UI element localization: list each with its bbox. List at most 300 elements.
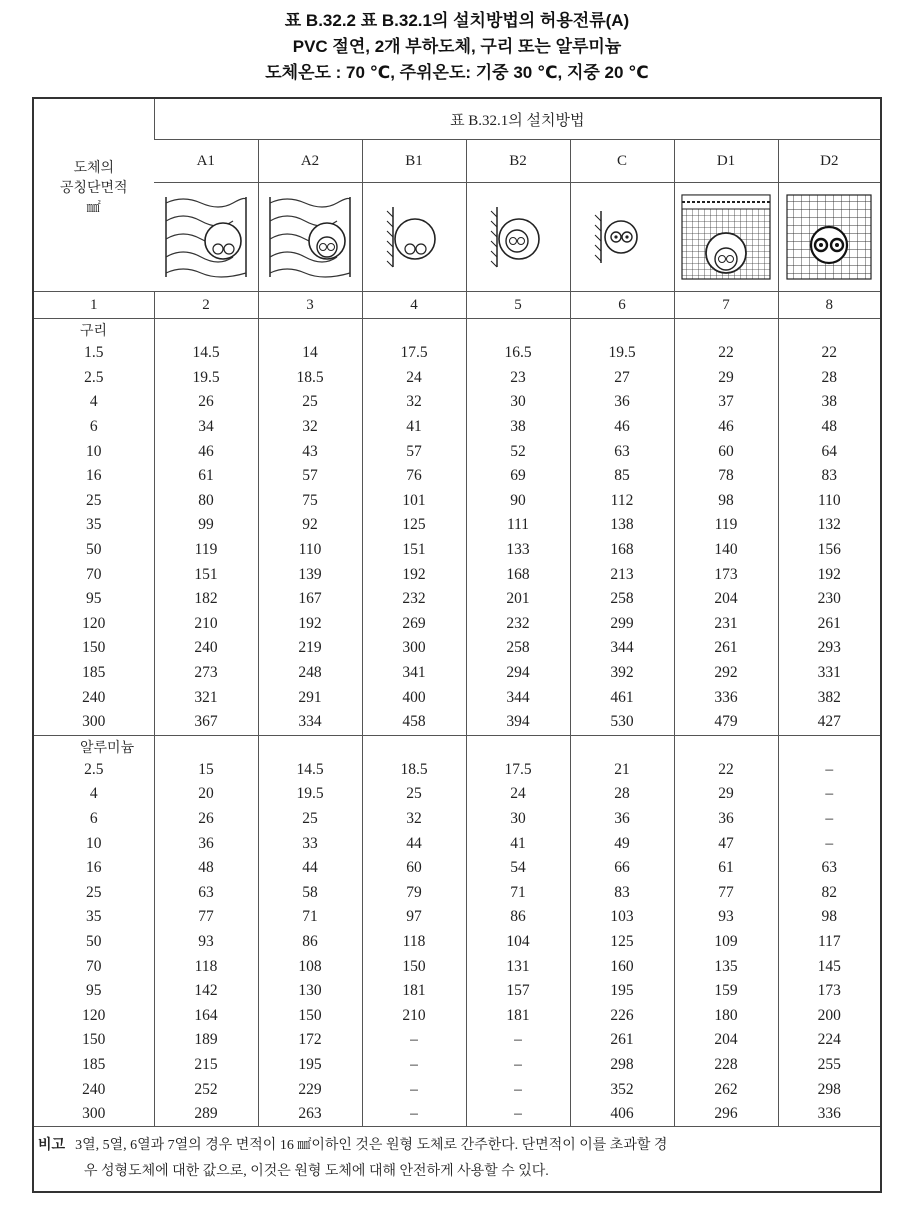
- current-cell: 142: [154, 979, 258, 1004]
- current-cell: 228: [674, 1053, 778, 1078]
- cross-section-cell: 35: [86, 908, 102, 926]
- current-cell: 258: [466, 636, 570, 661]
- installation-method-group-header: 표 B.32.1의 설치방법: [154, 99, 880, 140]
- current-cell: 182: [154, 587, 258, 612]
- current-cell: 119: [154, 538, 258, 563]
- current-cell: 77: [154, 905, 258, 930]
- table-row: [34, 1102, 880, 1127]
- current-cell: 49: [570, 831, 674, 856]
- current-cell: –: [362, 1028, 466, 1053]
- current-cell: 160: [570, 954, 674, 979]
- current-cell: 230: [778, 587, 880, 612]
- current-cell: 341: [362, 661, 466, 686]
- current-cell: 291: [258, 685, 362, 710]
- current-cell: 20: [154, 782, 258, 807]
- current-cell: 232: [466, 612, 570, 637]
- table-row: [34, 856, 880, 881]
- current-cell: 101: [362, 489, 466, 514]
- current-cell: 44: [362, 831, 466, 856]
- current-cell: 294: [466, 661, 570, 686]
- current-cell: 24: [466, 782, 570, 807]
- current-cell: –: [466, 1053, 570, 1078]
- current-cell: 156: [778, 538, 880, 563]
- method-b2-header: B2: [466, 140, 570, 183]
- table-subtitle-temperature: 도체온도 : 70 ℃, 주위온도: 기중 30 ℃, 지중 20 ℃: [265, 63, 649, 82]
- current-cell: 110: [258, 538, 362, 563]
- current-cell: 30: [466, 807, 570, 832]
- current-cell: 61: [154, 464, 258, 489]
- current-cell: 14: [258, 341, 362, 366]
- wall-conduit-icon: [362, 183, 466, 292]
- direct-buried-cable-icon: [778, 183, 880, 292]
- current-cell: 204: [674, 587, 778, 612]
- current-cell: 367: [154, 710, 258, 735]
- current-cell: 63: [570, 439, 674, 464]
- current-cell: 36: [570, 390, 674, 415]
- current-cell: 14.5: [258, 758, 362, 783]
- current-cell: –: [778, 758, 880, 783]
- current-cell: 41: [466, 831, 570, 856]
- cross-section-cell: 185: [82, 1055, 106, 1073]
- column-number: 6: [570, 292, 674, 319]
- cross-section-cell: 25: [86, 491, 102, 509]
- current-cell: 159: [674, 979, 778, 1004]
- table-row: [34, 390, 880, 415]
- current-cell: 17.5: [362, 341, 466, 366]
- current-cell: –: [362, 1102, 466, 1127]
- cross-section-cell: 300: [82, 713, 106, 731]
- method-a2-header: A2: [258, 140, 362, 183]
- cross-section-cell: 70: [86, 565, 102, 583]
- current-cell: 52: [466, 439, 570, 464]
- column-number: 8: [778, 292, 880, 319]
- cross-section-cell: 95: [86, 982, 102, 1000]
- current-cell: 32: [362, 390, 466, 415]
- current-cell: 83: [570, 880, 674, 905]
- empty-cell: [466, 735, 570, 758]
- current-cell: 14.5: [154, 341, 258, 366]
- current-cell: 64: [778, 439, 880, 464]
- current-cell: 321: [154, 685, 258, 710]
- table-row: [34, 612, 880, 637]
- current-cell: 98: [674, 489, 778, 514]
- cross-section-cell: 35: [86, 516, 102, 534]
- current-cell: –: [362, 1053, 466, 1078]
- current-cell: 30: [466, 390, 570, 415]
- cross-section-cell: 4: [89, 393, 98, 411]
- table-row: [34, 636, 880, 661]
- current-cell: 26: [154, 390, 258, 415]
- current-cell: 219: [258, 636, 362, 661]
- table-row: [34, 489, 880, 514]
- current-cell: 112: [570, 489, 674, 514]
- current-cell: 19.5: [570, 341, 674, 366]
- current-cell: 38: [778, 390, 880, 415]
- table-row: [34, 782, 880, 807]
- current-cell: 17.5: [466, 758, 570, 783]
- copper-section-header: [34, 319, 880, 342]
- empty-cell: [778, 735, 880, 758]
- cross-section-cell: 70: [86, 957, 102, 975]
- table-note: [34, 1127, 880, 1192]
- note-line-2: 우 성형도체에 대한 값으로, 이것은 원형 도체에 대해 안전하게 사용할 수 있다.: [84, 1164, 549, 1180]
- table-row: [34, 758, 880, 783]
- table-row: [34, 439, 880, 464]
- current-cell: 108: [258, 954, 362, 979]
- current-cell: 299: [570, 612, 674, 637]
- current-cell: 110: [778, 489, 880, 514]
- current-cell: –: [466, 1028, 570, 1053]
- current-cell: 57: [258, 464, 362, 489]
- current-cell: 58: [258, 880, 362, 905]
- current-cell: 255: [778, 1053, 880, 1078]
- column-number: 3: [258, 292, 362, 319]
- current-cell: 200: [778, 1003, 880, 1028]
- current-cell: 296: [674, 1102, 778, 1127]
- method-c-header: C: [570, 140, 674, 183]
- current-cell: 34: [154, 415, 258, 440]
- current-cell: 46: [570, 415, 674, 440]
- current-cell: 18.5: [362, 758, 466, 783]
- column-number: 2: [154, 292, 258, 319]
- current-cell: 231: [674, 612, 778, 637]
- cross-section-cell: 50: [86, 932, 102, 950]
- current-cell: 479: [674, 710, 778, 735]
- current-cell: 47: [674, 831, 778, 856]
- current-cell: 82: [778, 880, 880, 905]
- insulated-wall-conduit-icon: [154, 183, 258, 292]
- current-cell: 192: [258, 612, 362, 637]
- current-cell: 167: [258, 587, 362, 612]
- current-cell: 224: [778, 1028, 880, 1053]
- current-cell: 57: [362, 439, 466, 464]
- current-cell: 103: [570, 905, 674, 930]
- current-cell: 258: [570, 587, 674, 612]
- current-cell: 151: [362, 538, 466, 563]
- current-cell: 168: [466, 562, 570, 587]
- wall-multicore-conduit-icon: [466, 183, 570, 292]
- cross-section-cell: 95: [86, 590, 102, 608]
- table-row: [34, 710, 880, 735]
- current-cell: 334: [258, 710, 362, 735]
- current-cell: 104: [466, 930, 570, 955]
- current-cell: 80: [154, 489, 258, 514]
- current-cell: 195: [258, 1053, 362, 1078]
- table-row: [34, 562, 880, 587]
- table-row: [34, 1077, 880, 1102]
- table-title-block: [0, 8, 914, 86]
- current-cell: 138: [570, 513, 674, 538]
- table-row: [34, 464, 880, 489]
- current-cell: 60: [362, 856, 466, 881]
- table-row: [34, 587, 880, 612]
- table-subtitle-insulation: PVC 절연, 2개 부하도체, 구리 또는 알루미늄: [292, 37, 622, 56]
- current-cell: 394: [466, 710, 570, 735]
- current-cell: 180: [674, 1003, 778, 1028]
- cross-section-cell: 120: [82, 614, 106, 632]
- current-cell: 344: [570, 636, 674, 661]
- table-row: [34, 1028, 880, 1053]
- current-cell: 135: [674, 954, 778, 979]
- cross-section-cell: 150: [82, 639, 106, 657]
- current-cell: 269: [362, 612, 466, 637]
- current-cell: 140: [674, 538, 778, 563]
- current-cell: 336: [778, 1102, 880, 1127]
- current-cell: 125: [362, 513, 466, 538]
- current-cell: 273: [154, 661, 258, 686]
- cross-section-cell: 50: [86, 541, 102, 559]
- cross-section-label-2: 공칭단면적: [59, 181, 128, 196]
- current-cell: 29: [674, 782, 778, 807]
- current-cell: 400: [362, 685, 466, 710]
- current-cell: 36: [674, 807, 778, 832]
- current-cell: 261: [570, 1028, 674, 1053]
- empty-cell: [570, 735, 674, 758]
- current-cell: 93: [154, 930, 258, 955]
- table-row: [34, 954, 880, 979]
- table-row: [34, 366, 880, 391]
- current-cell: 92: [258, 513, 362, 538]
- current-cell: 23: [466, 366, 570, 391]
- current-cell: 43: [258, 439, 362, 464]
- current-cell: 24: [362, 366, 466, 391]
- cross-section-cell: 25: [86, 883, 102, 901]
- cross-section-cell: 1.5: [84, 344, 104, 362]
- current-cell: 352: [570, 1077, 674, 1102]
- method-b1-header: B1: [362, 140, 466, 183]
- current-cell: 46: [674, 415, 778, 440]
- current-cell: 289: [154, 1102, 258, 1127]
- copper-section-label: 구리: [80, 324, 108, 339]
- current-cell: 213: [570, 562, 674, 587]
- empty-cell: [154, 735, 258, 758]
- current-cell: 48: [154, 856, 258, 881]
- current-cell: 145: [778, 954, 880, 979]
- buried-duct-icon: [674, 183, 778, 292]
- table-row: [34, 807, 880, 832]
- current-cell: 44: [258, 856, 362, 881]
- current-cell: –: [466, 1102, 570, 1127]
- current-cell: 98: [778, 905, 880, 930]
- table-row: [34, 1003, 880, 1028]
- current-cell: 168: [570, 538, 674, 563]
- current-cell: 192: [362, 562, 466, 587]
- current-cell: 78: [674, 464, 778, 489]
- current-cell: 261: [778, 612, 880, 637]
- empty-cell: [674, 319, 778, 342]
- current-cell: 336: [674, 685, 778, 710]
- current-cell: 76: [362, 464, 466, 489]
- current-cell: 139: [258, 562, 362, 587]
- empty-cell: [466, 319, 570, 342]
- current-cell: 118: [154, 954, 258, 979]
- cross-section-label-1: 도체의: [73, 161, 115, 176]
- table-row: [34, 880, 880, 905]
- current-cell: 66: [570, 856, 674, 881]
- current-cell: 292: [674, 661, 778, 686]
- current-cell: 248: [258, 661, 362, 686]
- table-row: [34, 930, 880, 955]
- current-capacity-table: [32, 97, 882, 1193]
- current-cell: 97: [362, 905, 466, 930]
- cross-section-cell: 300: [82, 1105, 106, 1123]
- aluminium-section-header: [34, 735, 880, 758]
- current-cell: 77: [674, 880, 778, 905]
- current-cell: 61: [674, 856, 778, 881]
- current-cell: –: [778, 782, 880, 807]
- table-row: [34, 513, 880, 538]
- empty-cell: [778, 319, 880, 342]
- current-cell: 22: [778, 341, 880, 366]
- note-row: [34, 1127, 880, 1192]
- current-cell: 210: [362, 1003, 466, 1028]
- current-cell: 173: [674, 562, 778, 587]
- column-number: 5: [466, 292, 570, 319]
- current-cell: 118: [362, 930, 466, 955]
- current-cell: 181: [362, 979, 466, 1004]
- current-cell: 201: [466, 587, 570, 612]
- empty-cell: [258, 319, 362, 342]
- current-cell: 33: [258, 831, 362, 856]
- empty-cell: [258, 735, 362, 758]
- cross-section-cell: 2.5: [84, 368, 104, 386]
- table-row: [34, 685, 880, 710]
- current-cell: 41: [362, 415, 466, 440]
- current-cell: 232: [362, 587, 466, 612]
- aluminium-section-label: 알루미늄: [34, 735, 154, 758]
- current-cell: 37: [674, 390, 778, 415]
- current-cell: 79: [362, 880, 466, 905]
- current-cell: 83: [778, 464, 880, 489]
- current-cell: 85: [570, 464, 674, 489]
- table-row: [34, 979, 880, 1004]
- cross-section-cell: 6: [89, 418, 98, 436]
- current-cell: 204: [674, 1028, 778, 1053]
- cross-section-header: [34, 99, 154, 292]
- current-cell: 93: [674, 905, 778, 930]
- current-cell: –: [778, 831, 880, 856]
- current-cell: 69: [466, 464, 570, 489]
- table-row: [34, 831, 880, 856]
- current-cell: 263: [258, 1102, 362, 1127]
- current-cell: 530: [570, 710, 674, 735]
- current-cell: 458: [362, 710, 466, 735]
- current-cell: 38: [466, 415, 570, 440]
- current-cell: 28: [778, 366, 880, 391]
- note-label: 비고: [38, 1136, 66, 1153]
- current-cell: 261: [674, 636, 778, 661]
- current-cell: –: [778, 807, 880, 832]
- current-cell: 150: [362, 954, 466, 979]
- method-d2-header: D2: [778, 140, 880, 183]
- current-cell: 157: [466, 979, 570, 1004]
- current-cell: 173: [778, 979, 880, 1004]
- table-row: [34, 341, 880, 366]
- current-cell: 26: [154, 807, 258, 832]
- cross-section-cell: 6: [89, 809, 98, 827]
- current-cell: 22: [674, 341, 778, 366]
- table-row: [34, 661, 880, 686]
- current-cell: 298: [570, 1053, 674, 1078]
- current-cell: 427: [778, 710, 880, 735]
- current-cell: 215: [154, 1053, 258, 1078]
- cross-section-cell: 240: [82, 1080, 106, 1098]
- current-cell: 132: [778, 513, 880, 538]
- current-cell: 25: [362, 782, 466, 807]
- current-cell: 133: [466, 538, 570, 563]
- cross-section-unit: ㎟: [86, 201, 101, 216]
- cross-section-cell: 4: [89, 785, 98, 803]
- current-cell: 111: [466, 513, 570, 538]
- current-cell: 109: [674, 930, 778, 955]
- current-cell: 63: [154, 880, 258, 905]
- table-row: [34, 905, 880, 930]
- current-cell: 27: [570, 366, 674, 391]
- table-row: [34, 415, 880, 440]
- current-cell: –: [466, 1077, 570, 1102]
- current-cell: 99: [154, 513, 258, 538]
- current-cell: 63: [778, 856, 880, 881]
- current-cell: 195: [570, 979, 674, 1004]
- current-cell: 25: [258, 390, 362, 415]
- current-cell: 130: [258, 979, 362, 1004]
- current-cell: 131: [466, 954, 570, 979]
- column-number: 4: [362, 292, 466, 319]
- empty-cell: [674, 735, 778, 758]
- cross-section-cell: 16: [86, 467, 102, 485]
- cross-section-cell: 240: [82, 688, 106, 706]
- current-cell: 150: [258, 1003, 362, 1028]
- table-row: [34, 1053, 880, 1078]
- current-cell: 19.5: [154, 366, 258, 391]
- current-cell: 382: [778, 685, 880, 710]
- current-cell: 300: [362, 636, 466, 661]
- current-cell: –: [362, 1077, 466, 1102]
- current-cell: 461: [570, 685, 674, 710]
- column-number: 7: [674, 292, 778, 319]
- current-cell: 119: [674, 513, 778, 538]
- empty-cell: [362, 319, 466, 342]
- current-cell: 406: [570, 1102, 674, 1127]
- current-cell: 252: [154, 1077, 258, 1102]
- current-cell: 22: [674, 758, 778, 783]
- current-cell: 54: [466, 856, 570, 881]
- cross-section-cell: 120: [82, 1006, 106, 1024]
- current-cell: 25: [258, 807, 362, 832]
- current-cell: 28: [570, 782, 674, 807]
- current-cell: 181: [466, 1003, 570, 1028]
- table-title: 표 B.32.2 표 B.32.1의 설치방법의 허용전류(A): [284, 11, 630, 30]
- cross-section-cell: 16: [86, 859, 102, 877]
- current-cell: 16.5: [466, 341, 570, 366]
- cross-section-cell: 185: [82, 664, 106, 682]
- current-cell: 392: [570, 661, 674, 686]
- current-cell: 32: [362, 807, 466, 832]
- current-cell: 48: [778, 415, 880, 440]
- method-d1-header: D1: [674, 140, 778, 183]
- current-cell: 71: [258, 905, 362, 930]
- cross-section-cell: 150: [82, 1031, 106, 1049]
- current-cell: 189: [154, 1028, 258, 1053]
- cross-section-cell: 10: [86, 442, 102, 460]
- table-row: [34, 538, 880, 563]
- current-cell: 18.5: [258, 366, 362, 391]
- current-cell: 86: [466, 905, 570, 930]
- current-cell: 210: [154, 612, 258, 637]
- current-cell: 240: [154, 636, 258, 661]
- current-cell: 344: [466, 685, 570, 710]
- empty-cell: [362, 735, 466, 758]
